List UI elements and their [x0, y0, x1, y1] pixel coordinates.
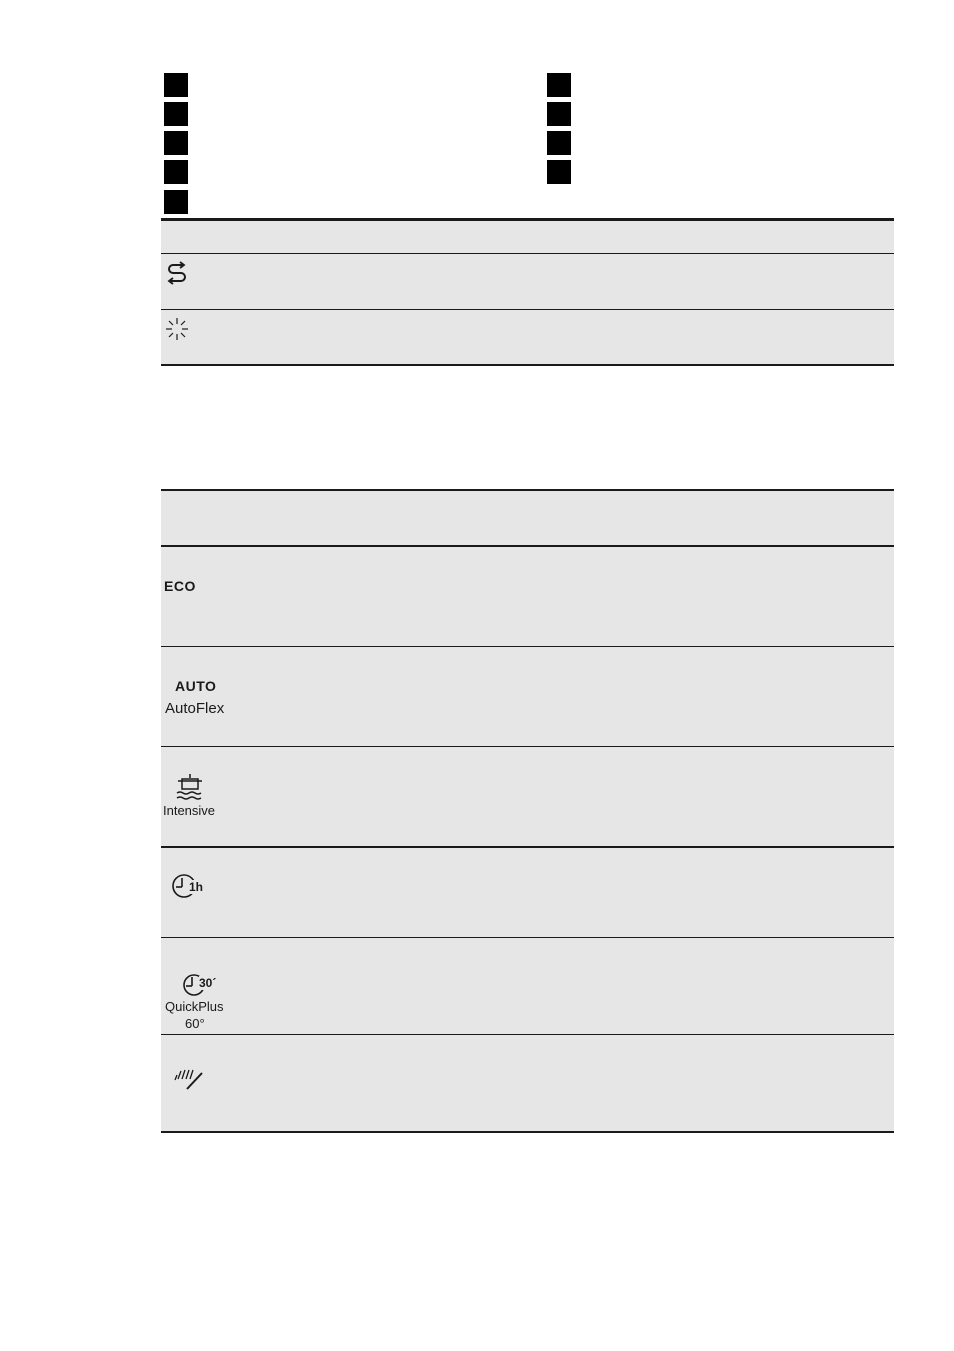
eco-label: ECO: [164, 578, 196, 594]
prewash-spray-icon: [173, 1067, 205, 1096]
programme-row-1h: [161, 848, 894, 937]
legend-marker-3: [164, 131, 188, 155]
programme-row-prewash: [161, 1035, 894, 1131]
autoflex-label: AutoFlex: [165, 700, 225, 717]
legend-marker-7: [547, 102, 571, 126]
clock-30-badge: 30´: [199, 976, 217, 990]
intensive-label: Intensive: [163, 803, 216, 818]
quickplus-temp-label: 60°: [185, 1016, 205, 1031]
legend-marker-5: [164, 190, 188, 214]
programme-row-quickplus: [161, 938, 894, 1034]
programme-row-eco: [161, 547, 894, 646]
legend-marker-4: [164, 160, 188, 184]
quickplus-label: QuickPlus: [165, 999, 224, 1014]
rinse-cycle-icon: [164, 260, 190, 293]
auto-label: AUTO: [175, 678, 217, 694]
table2-bottom-rule: [161, 1131, 894, 1133]
legend-marker-1: [164, 73, 188, 97]
table1-row-rinse: [161, 254, 894, 309]
sparkle-icon: [164, 316, 190, 347]
legend-marker-8: [547, 131, 571, 155]
programme-row-intensive: [161, 747, 894, 846]
legend-marker-9: [547, 160, 571, 184]
table1-row-sparkle: [161, 310, 894, 364]
table2-header-row: [161, 491, 894, 545]
table1-header-row: [161, 221, 894, 253]
table1-bottom-rule: [161, 364, 894, 366]
legend-marker-6: [547, 73, 571, 97]
clock-1h-badge: 1h: [189, 880, 204, 894]
legend-marker-2: [164, 102, 188, 126]
programme-row-auto: [161, 647, 894, 746]
